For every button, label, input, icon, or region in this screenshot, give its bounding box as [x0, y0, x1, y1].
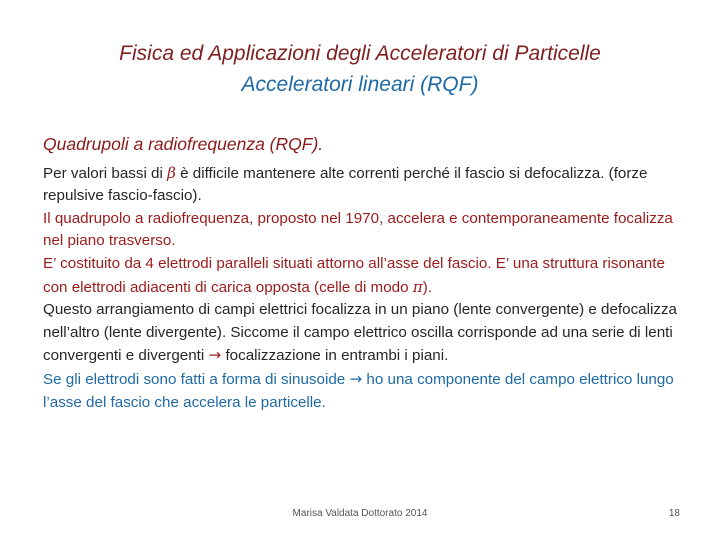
arrow-right-icon: →	[208, 346, 222, 365]
paragraph-5	[43, 368, 688, 414]
paragraph-3-text-a: E’ costituito da 4 elettrodi paralleli situati attorno all’asse del fascio. E’ una struttura risonante con elettrodi adiacenti di carica opposta (celle di modo	[43, 254, 665, 296]
title-line-1: Fisica ed Applicazioni degli Acceleratori di Particelle	[119, 42, 601, 65]
title-line-2: Acceleratori lineari (RQF)	[241, 73, 479, 96]
paragraph-1-text-a: Per valori bassi di	[43, 164, 168, 182]
paragraph-5-text-a: Se gli elettrodi sono fatti a forma di sinusoide	[43, 370, 350, 388]
paragraph-4-text-a: Questo arrangiamento di campi elettrici focalizza in un piano (lente convergente) e defocalizza nell’altro (lente divergente). Siccome il campo elettrico oscilla corrisponde ad una serie di lenti convergenti e divergenti	[43, 301, 678, 365]
paragraph-5-text-b: ho una componente del campo elettrico lungo l’asse del fascio che accelera le particelle.	[43, 370, 674, 411]
slide-title	[0, 38, 720, 100]
paragraph-4-text-b: focalizzazione in entrambi i piani.	[221, 347, 449, 365]
paragraph-4	[43, 299, 688, 368]
arrow-right-icon: →	[349, 369, 363, 388]
paragraph-3-text-b: ).	[422, 278, 433, 296]
paragraph-2	[43, 208, 688, 253]
slide-content	[43, 133, 688, 414]
paragraph-3	[43, 253, 688, 299]
paragraph-1	[43, 162, 688, 208]
paragraph-1-text-b: è difficile mantenere alte correnti perché il fascio si defocalizza. (forze repulsive fascio-fascio).	[43, 164, 648, 205]
paragraph-2-text-a: Il quadrupolo a radiofrequenza	[43, 209, 250, 227]
beta-symbol: β	[167, 163, 176, 182]
page-number: 18	[668, 508, 680, 519]
section-heading: Quadrupoli a radiofrequenza (RQF).	[43, 134, 324, 154]
pi-symbol: π	[412, 277, 423, 296]
paragraph-2-text-b: , proposto nel 1970, accelera e contemporaneamente focalizza nel piano trasverso.	[43, 209, 673, 250]
footer-author: Marisa Valdata Dottorato 2014	[292, 508, 428, 519]
